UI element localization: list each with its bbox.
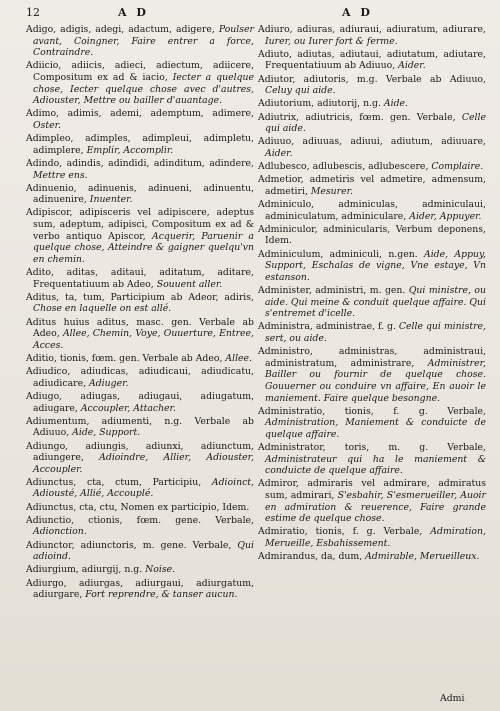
entry-latin: Adipiscor, adipisceris vel adipiscere, adeptus sum, adeptum, adipisci, Compositum ex ad & verbo antiquo Apiscor, — [26, 207, 254, 242]
entry-french: Noise. — [145, 564, 176, 576]
dictionary-entry — [258, 224, 486, 247]
entry-french: Administrateur qui ha le maniement & conduicte de quelque affaire. — [265, 453, 486, 477]
entry-french: Chose en laquelle on est allé. — [33, 303, 172, 315]
dictionary-entry — [258, 346, 486, 404]
entry-latin: Adiuuo, adiuuas, adiuui, adiutum, adiuuare, — [258, 136, 486, 148]
dictionary-entry — [26, 317, 254, 352]
entry-french: Allee. — [225, 352, 253, 364]
entry-french: Souuent aller. — [156, 278, 223, 290]
entry-french: Iurer, ou Iurer fort & ferme. — [265, 35, 398, 47]
entry-french: Administration, Maniement & conduicte de quelque affaire. — [265, 417, 486, 440]
dictionary-entry — [258, 285, 486, 320]
entry-latin: Adimpleo, adimples, adimpleui, adimpletu, adimplere, — [26, 133, 254, 156]
entry-french: Aide, Appuy, Support, Eschalas de vigne, Vne estaye, Vn estanson. — [265, 248, 486, 283]
right-column — [258, 24, 486, 564]
entry-french: Iecter a quelque chose, Iecter quelque chose avec d'autres, Adiouster, Mettre ou bailler d'auantage. — [33, 71, 254, 107]
entry-latin: Adiunctus, cta, ctu, Nomen ex participio, Idem. — [26, 501, 250, 513]
dictionary-entry — [258, 112, 486, 135]
dictionary-entry — [26, 292, 254, 315]
dictionary-entry — [26, 353, 254, 365]
entry-latin: Admetior, admetiris vel admetire, admensum, admetiri, — [258, 174, 486, 197]
dictionary-entry — [26, 416, 254, 439]
entry-latin: Administer, administri, m. gen. — [258, 285, 406, 296]
entry-latin: Adiuro, adiuras, adiuraui, adiuratum, adiurare, — [258, 24, 486, 35]
dictionary-entry — [26, 441, 254, 476]
entry-french: Adiuger. — [89, 377, 129, 389]
dictionary-entry — [258, 442, 486, 477]
entry-french: Celle qui ministre, sert, ou aide. — [265, 321, 486, 344]
entry-latin: Admiror, admiraris vel admirare, admiratus sum, admirari, — [258, 478, 486, 502]
entry-french: Aide, Support. — [72, 427, 141, 439]
entry-latin: Adiunctio, ctionis, fœm. gene. Verbale, — [26, 514, 254, 526]
entry-french: Adioinct, Adiousté, Allié, Accouplé. — [33, 476, 254, 500]
entry-latin: Administratio, tionis, f. g. Verbale, — [258, 405, 486, 417]
page-number: 12 — [26, 6, 40, 19]
entry-latin: Adigo, adigis, adegi, adactum, adigere, — [26, 24, 215, 35]
entry-french: Accoupler, Attacher. — [80, 402, 176, 414]
dictionary-entry — [26, 24, 254, 59]
entry-latin: Adminiculo, adminiculas, adminiculaui, adminiculatum, adminiculare, — [258, 199, 486, 222]
dictionary-entry — [258, 526, 486, 549]
entry-latin: Adiunctor, adiunctoris, m. gene. Verbale, — [26, 539, 232, 551]
dictionary-entry — [258, 321, 486, 344]
entry-latin: Adiuto, adiutas, adiutaui, adiutatum, adiutare, Frequentatiuum ab Adiuuo, — [258, 48, 486, 72]
entry-french: Complaire. — [431, 161, 484, 173]
entry-latin: Aditio, tionis, fœm. gen. Verbale ab Adeo, — [26, 352, 223, 364]
dictionary-entry — [258, 98, 486, 110]
entry-french: Celuy qui aide. — [265, 85, 336, 97]
entry-latin: Adminiculum, adminiculi, n.gen. — [258, 248, 418, 260]
entry-latin: Aditus, ta, tum, Participium ab Adeor, adiris, — [26, 291, 254, 303]
entry-french: Oster. — [33, 119, 62, 131]
dictionary-entry — [258, 174, 486, 197]
entry-french: Acquerir, Paruenir a quelque chose, Atteindre & gaigner quelqu'vn en chemin. — [33, 230, 254, 265]
dictionary-entry — [258, 478, 486, 524]
dictionary-entry — [258, 551, 486, 563]
entry-latin: Aditus huius aditus, masc. gen. Verbale ab Adeo, — [26, 316, 254, 340]
entry-french: Fort reprendre, & tanser aucun. — [85, 589, 238, 601]
dictionary-entry — [26, 60, 254, 106]
entry-latin: Adiugo, adiugas, adiugaui, adiugatum, adiugare, — [26, 390, 254, 414]
dictionary-entry — [26, 502, 254, 514]
dictionary-entry — [26, 578, 254, 601]
entry-french: Administrer, Bailler ou fournir de quelque chose. Gouuerner ou conduire vn affaire, En auoir le maniement. Faire quelque besongne. — [265, 357, 486, 404]
entry-latin: Adimo, adimis, ademi, ademptum, adimere, — [26, 108, 254, 120]
entry-french: Aider, Appuyer. — [409, 210, 482, 222]
catchword: Admi — [440, 693, 465, 704]
page-header — [0, 6, 500, 22]
dictionary-entry — [26, 540, 254, 563]
entry-latin: Administro, administras, administraui, administratum, administrare, — [258, 346, 486, 369]
dictionary-entry — [26, 391, 254, 414]
dictionary-entry — [258, 74, 486, 97]
entry-latin: Admirandus, da, dum, — [258, 551, 363, 563]
dictionary-entry — [258, 199, 486, 222]
left-column — [26, 24, 254, 602]
entry-french: Qui adioind. — [33, 539, 254, 563]
dictionary-entry — [258, 249, 486, 284]
dictionary-entry — [26, 133, 254, 156]
entry-latin: Adiutrix, adiutricis, fœm. gen. Verbale, — [258, 111, 456, 123]
entry-latin: Adiungo, adiungis, adiunxi, adiunctum, adiungere, — [26, 440, 254, 464]
entry-french: Admirable, Merueilleux. — [365, 551, 480, 563]
dictionary-entry — [26, 366, 254, 389]
dictionary-entry — [26, 515, 254, 538]
entry-french: Admiration, Merueille, Esbahissement. — [265, 526, 486, 550]
entry-latin: Adiurgo, adiurgas, adiurgaui, adiurgatum, adiurgare, — [26, 577, 254, 601]
dictionary-entry — [258, 49, 486, 72]
entry-french: Allee, Chemin, Voye, Ouuerture, Entree, Acces. — [33, 328, 254, 351]
entry-latin: Adiumentum, adiumenti, n.g. Verbale ab Adiuuo, — [26, 415, 254, 439]
entry-latin: Adiutorium, adiutorij, n.g. — [258, 98, 381, 110]
entry-latin: Administra, administrae, f. g. — [258, 321, 396, 333]
entry-french: Adionction. — [33, 526, 87, 538]
dictionary-entry — [258, 406, 486, 441]
entry-latin: Adiunctus, cta, ctum, Participiu, — [26, 476, 202, 488]
dictionary-entry — [26, 267, 254, 290]
entry-latin: Adiutor, adiutoris, m.g. Verbale ab Adiuuo, — [258, 73, 486, 85]
entry-latin: Adindo, adindis, adindidi, adinditum, adindere, — [26, 157, 254, 169]
entry-french: Qui ministre, ou aide. Qui meine & conduit quelque affaire. Qui s'entremet d'icelle. — [265, 285, 486, 320]
dictionary-entry — [26, 207, 254, 265]
dictionary-entry — [258, 24, 486, 47]
dictionary-entry — [26, 108, 254, 131]
entry-french: Inuenter. — [89, 194, 133, 206]
dictionary-entry — [258, 136, 486, 159]
entry-latin: Adminiculor, adminicularis, Verbum deponens, Idem. — [258, 223, 486, 247]
entry-french: Mesurer. — [310, 185, 353, 197]
entry-latin: Adiicio, adiicis, adieci, adiectum, adiicere, Compositum ex ad & iacio, — [26, 60, 254, 83]
running-head-left: A D — [118, 6, 149, 19]
entry-french: Emplir, Accomplir. — [86, 144, 174, 156]
entry-french: Aider. — [265, 147, 293, 159]
dictionary-entry — [26, 477, 254, 500]
dictionary-entry — [26, 564, 254, 576]
entry-latin: Adito, aditas, aditaui, aditatum, aditare, Frequentatiuum ab Adeo, — [26, 267, 254, 290]
entry-french: Celle qui aide. — [265, 111, 486, 135]
running-head-right: A D — [342, 6, 373, 19]
entry-french: S'esbahir, S'esmerueiller, Auoir en admiration & reuerence, Faire grande estime de quelque chose. — [265, 490, 486, 525]
entry-latin: Adinuenio, adinuenis, adinueni, adinuentu, adinuenire, — [26, 182, 254, 206]
entry-latin: Adiudico, adiudicas, adiudicaui, adiudicatu, adiudicare, — [26, 366, 254, 389]
entry-latin: Admiratio, tionis, f. g. Verbale, — [258, 526, 423, 538]
entry-latin: Adiurgium, adiurgij, n.g. — [26, 564, 143, 576]
entry-french: Adioindre, Allier, Adiouster, Accoupler. — [33, 452, 254, 475]
entry-french: Poulser avant, Coingner, Faire entrer a force, Contraindre. — [33, 24, 254, 59]
entry-latin: Administrator, toris, m. g. Verbale, — [258, 442, 486, 454]
entry-french: Mettre ens. — [33, 169, 88, 181]
dictionary-entry — [26, 183, 254, 206]
entry-latin: Adlubesco, adlubescis, adlubescere, — [258, 161, 429, 173]
dictionary-entry — [26, 158, 254, 181]
dictionary-entry — [258, 161, 486, 173]
entry-french: Aider. — [398, 60, 426, 72]
entry-french: Aide. — [383, 98, 409, 110]
